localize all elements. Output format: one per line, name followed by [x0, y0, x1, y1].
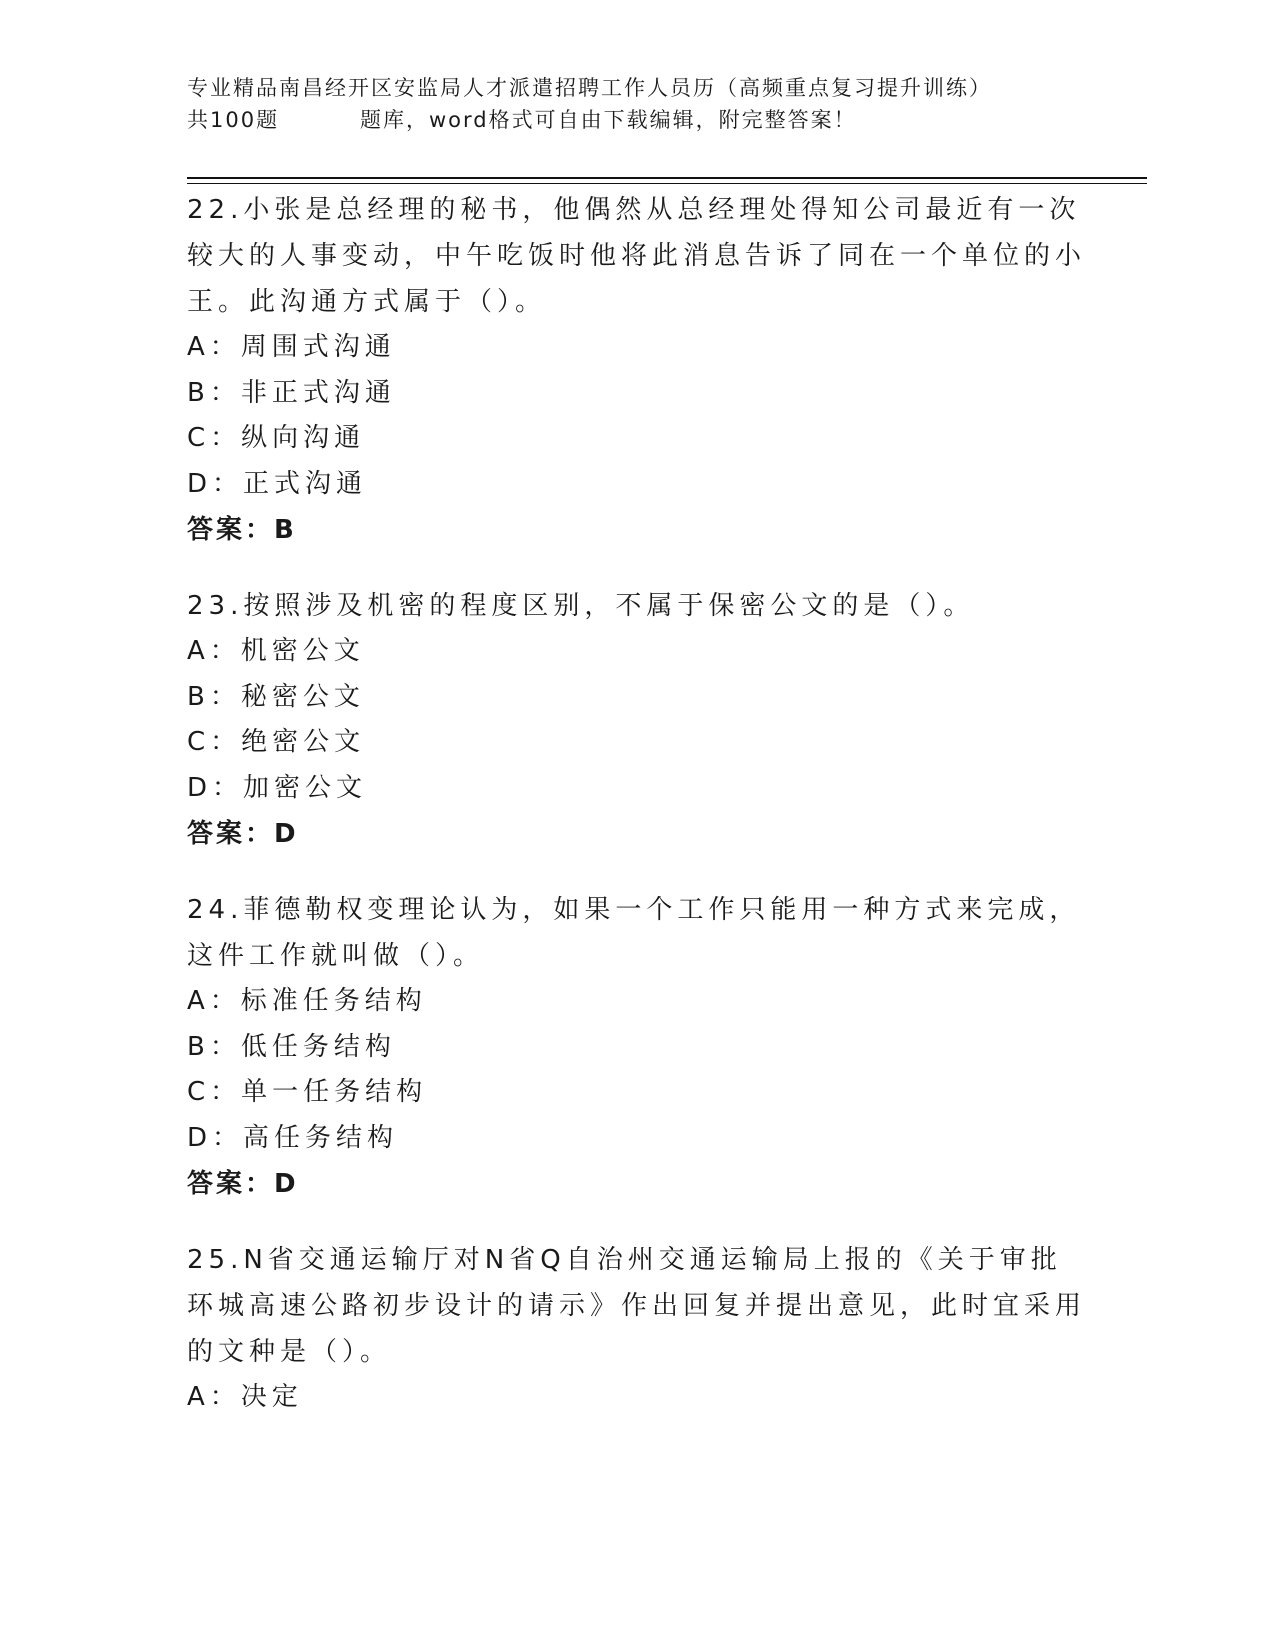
header-title: 专业精品南昌经开区安监局人才派遣招聘工作人员历（高频重点复习提升训练） — [187, 76, 992, 100]
question-text: 25.N省交通运输厅对N省Q自治州交通运输局上报的《关于审批环城高速公路初步设计的请示》作出回复并提出意见，此时宜采用的文种是（）。 — [187, 1245, 1087, 1367]
option-c: C：绝密公文 — [187, 727, 366, 757]
option-a: A：周围式沟通 — [187, 332, 396, 362]
option-b: B：秘密公文 — [187, 681, 365, 712]
option-d: D：正式沟通 — [187, 468, 368, 499]
answer: 答案：B — [187, 515, 297, 545]
option-c: C：单一任务结构 — [187, 1077, 428, 1107]
answer: 答案：D — [187, 1169, 299, 1199]
document-header — [187, 72, 1147, 136]
header-description: 题库，word格式可自由下载编辑，附完整答案！ — [360, 108, 857, 132]
question-24 — [187, 887, 1087, 1207]
question-25 — [187, 1237, 1087, 1421]
option-a: A：标准任务结构 — [187, 986, 427, 1016]
option-d: D：高任务结构 — [187, 1122, 399, 1153]
option-a: A：决定 — [187, 1382, 303, 1412]
header-divider-thin — [187, 183, 1147, 184]
question-text: 22.小张是总经理的秘书，他偶然从总经理处得知公司最近有一次较大的人事变动，中午吃饭时他将此消息告诉了同在一个单位的小王。此沟通方式属于（）。 — [187, 195, 1087, 317]
option-b: B：非正式沟通 — [187, 377, 396, 408]
question-count: 共100题 — [187, 108, 280, 132]
question-22 — [187, 187, 1087, 553]
answer: 答案：D — [187, 819, 299, 849]
option-a: A：机密公文 — [187, 636, 365, 666]
questions-list — [187, 187, 1087, 1451]
option-d: D：加密公文 — [187, 772, 368, 803]
question-23 — [187, 583, 1087, 857]
header-divider-thick — [187, 177, 1147, 179]
option-b: B：低任务结构 — [187, 1031, 396, 1062]
header-subtitle — [187, 104, 1147, 136]
question-text: 24.菲德勒权变理论认为，如果一个工作只能用一种方式来完成，这件工作就叫做（）。 — [187, 895, 1081, 971]
option-c: C：纵向沟通 — [187, 423, 366, 453]
question-text: 23.按照涉及机密的程度区别，不属于保密公文的是（）。 — [187, 591, 975, 621]
